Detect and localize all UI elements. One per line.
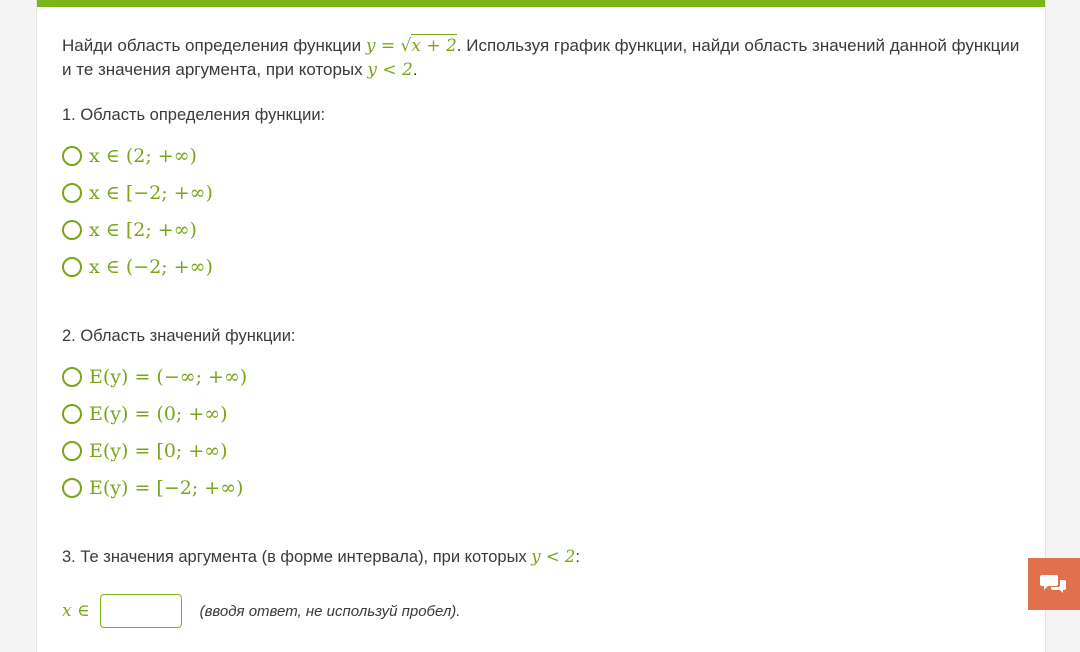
radio-circle-icon[interactable] [62,183,82,203]
chat-button[interactable] [1028,558,1080,610]
range-option-2[interactable]: E(y) = (0; +∞) [62,400,228,428]
question-text: Найди область определения функции y = √x + 2. Используя график функции, найди область значений данной функции и те значения аргумента, при которых y < 2. [62,36,1020,80]
chat-bubbles-icon [1040,572,1068,596]
section-1-title: 1. Область определения функции: [62,106,326,124]
answer-input[interactable] [100,594,182,628]
answer-row [62,594,460,628]
radio-circle-icon[interactable] [62,220,82,240]
range-option-1[interactable]: E(y) = (−∞; +∞) [62,363,247,391]
radio-circle-icon[interactable] [62,146,82,166]
domain-option-1[interactable]: x ∈ (2; +∞) [62,142,197,170]
accent-top-bar [37,0,1045,7]
domain-option-2[interactable]: x ∈ [−2; +∞) [62,179,213,207]
task-card [36,0,1046,652]
radio-circle-icon[interactable] [62,478,82,498]
domain-option-4[interactable]: x ∈ (−2; +∞) [62,253,213,281]
section-3-title: 3. Те значения аргумента (в форме интервала), при которых y < 2: [62,547,581,566]
radio-circle-icon[interactable] [62,441,82,461]
section-2-title: 2. Область значений функции: [62,327,296,345]
answer-label: x ∈ [62,601,90,621]
radio-circle-icon[interactable] [62,257,82,277]
task-content [62,34,1022,621]
radio-circle-icon[interactable] [62,404,82,424]
range-option-4[interactable]: E(y) = [−2; +∞) [62,474,243,502]
range-option-3[interactable]: E(y) = [0; +∞) [62,437,228,465]
domain-option-3[interactable]: x ∈ [2; +∞) [62,216,197,244]
function-formula: y = √x + 2 [365,36,457,56]
condition-formula: y < 2 [367,60,413,80]
answer-hint: (вводя ответ, не используй пробел). [199,602,461,620]
radio-circle-icon[interactable] [62,367,82,387]
